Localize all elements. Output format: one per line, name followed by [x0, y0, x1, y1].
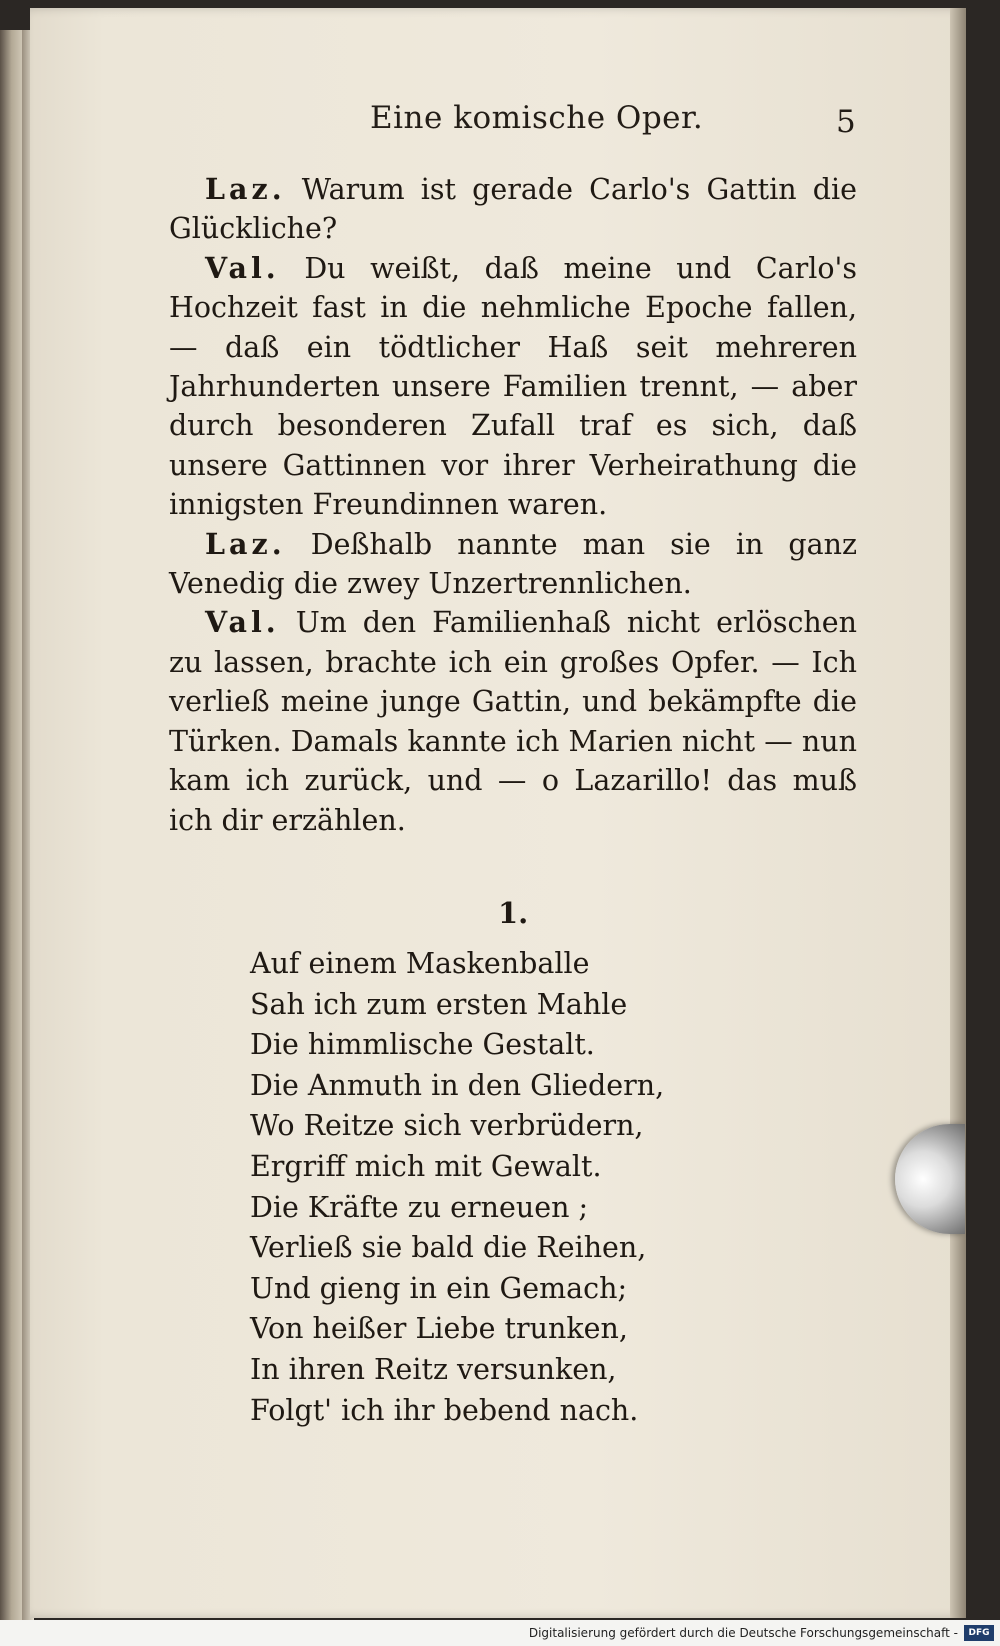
speaker-name: Val. — [205, 250, 280, 285]
verse-line: Ergriff mich mit Gewalt. — [250, 1149, 602, 1183]
running-header — [370, 100, 870, 136]
dialogue-speech: Um den Familienhaß nicht erlöschen zu lassen, brachte ich ein großes Opfer. — Ich verließ meine junge Gattin, und bekämpfte die Türken. Damals kannte ich Marien nicht — nun kam ich zurück, und — o Lazarillo! das muß ich dir erzählen. — [169, 606, 857, 837]
verse-line: Die Kräfte zu erneuen ; — [250, 1190, 589, 1224]
running-title: Eine komische Oper. — [370, 100, 704, 136]
dialogue-line — [169, 170, 857, 249]
dialogue-line — [169, 525, 857, 604]
dialogue-text — [169, 170, 857, 840]
dialogue-line — [169, 249, 857, 525]
funding-credit: Digitalisierung gefördert durch die Deutsche Forschungsgemeinschaft - — [528, 1626, 958, 1640]
verse-line: Folgt' ich ihr bebend nach. — [250, 1393, 639, 1427]
verse-line: Die himmlische Gestalt. — [250, 1028, 595, 1062]
verse-stanza — [250, 944, 810, 1431]
verse-line: Sah ich zum ersten Mahle — [250, 987, 628, 1021]
dialogue-line — [169, 603, 857, 839]
page-number: 5 — [836, 104, 856, 140]
verse-line: Wo Reitze sich verbrüdern, — [250, 1109, 644, 1143]
footer-bar — [0, 1622, 1000, 1646]
speaker-name: Laz. — [205, 172, 286, 206]
dfg-logo-icon: DFG — [964, 1625, 994, 1641]
page-edge-shadow — [950, 8, 966, 1618]
verse-line: Von heißer Liebe trunken, — [250, 1312, 628, 1346]
stanza-number: 1. — [498, 896, 529, 930]
dialogue-speech: Du weißt, daß meine und Carlo's Hochzeit fast in die nehmliche Epoche fallen, — daß ein tödtlicher Haß seit mehreren Jahrhunderten unsere Familien trennt, — aber durch besonderen Zufall traf es sich, daß unsere Gattinnen vor ihrer Verheirathung die innigsten Freundinnen waren. — [169, 251, 857, 522]
dialogue-speech: Warum ist gerade Carlo's Gattin die Glückliche? — [169, 173, 857, 246]
speaker-name: Val. — [205, 605, 280, 640]
verse-line: Die Anmuth in den Gliedern, — [250, 1068, 665, 1102]
speaker-name: Laz. — [205, 526, 286, 561]
verse-line: In ihren Reitz versunken, — [250, 1352, 617, 1386]
verse-line: Verließ sie bald die Reihen, — [250, 1231, 647, 1265]
verse-line: Und gieng in ein Gemach; — [250, 1271, 628, 1305]
verse-line: Auf einem Maskenballe — [250, 947, 590, 980]
dialogue-speech: Deßhalb nannte man sie in ganz Venedig die zwey Unzertrennlichen. — [169, 527, 858, 601]
